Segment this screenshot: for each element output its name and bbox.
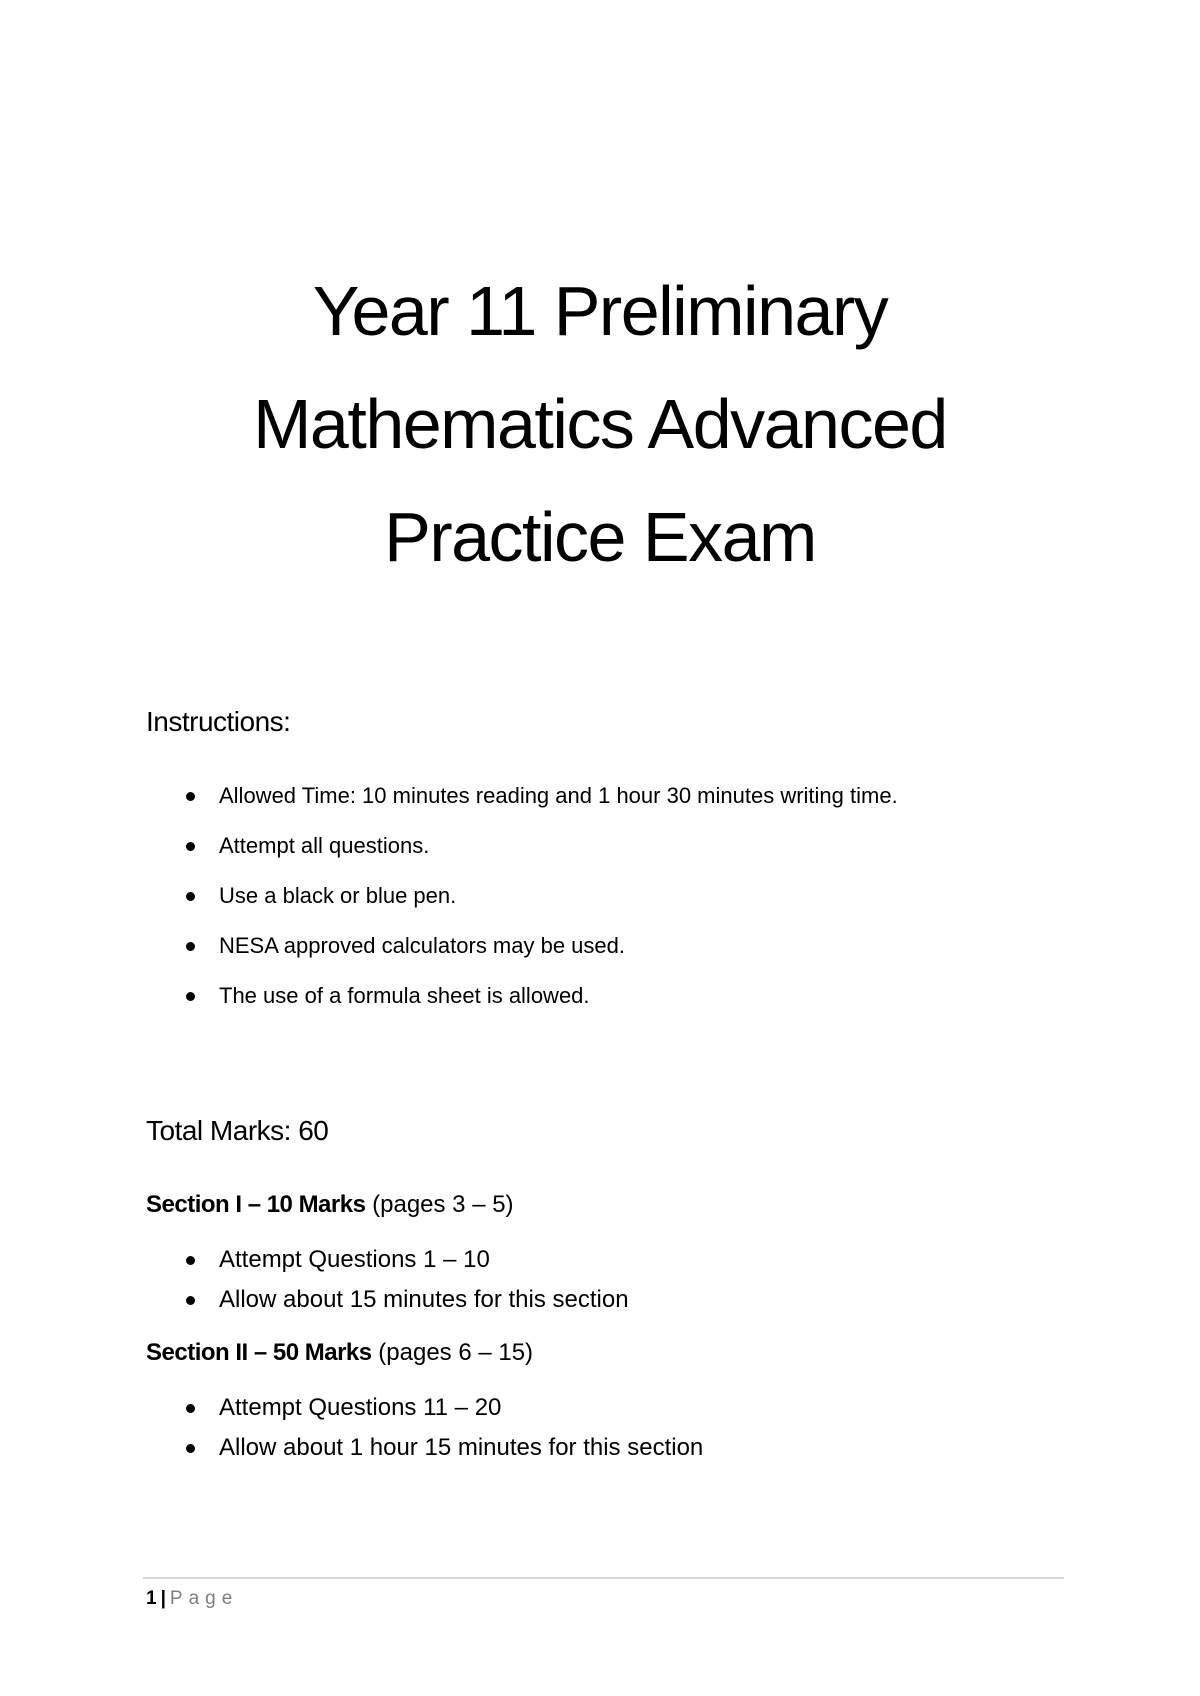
page-footer (146, 1584, 238, 1614)
list-item: Allowed Time: 10 minutes reading and 1 hour 30 minutes writing time. (146, 781, 898, 831)
bullet-icon (186, 792, 195, 801)
list-item: Allow about 15 minutes for this section (146, 1285, 629, 1325)
title-line-1: Year 11 Preliminary (312, 272, 888, 350)
list-item: Attempt Questions 1 – 10 (146, 1245, 629, 1285)
section-2-title: Section II – 50 Marks (146, 1339, 372, 1366)
section-1-heading (146, 1191, 514, 1219)
bullet-icon (186, 992, 195, 1001)
bullet-icon (186, 892, 195, 901)
section-1-title: Section I – 10 Marks (146, 1191, 366, 1218)
section-2-pages: (pages 6 – 15) (378, 1339, 534, 1366)
list-item: Allow about 1 hour 15 minutes for this section (146, 1433, 703, 1473)
footer-separator: | (160, 1588, 166, 1609)
section-2-heading (146, 1339, 533, 1367)
bullet-icon (186, 1404, 195, 1413)
document-title (0, 255, 1200, 594)
title-line-3: Practice Exam (384, 498, 816, 576)
section-2-list (146, 1393, 703, 1473)
list-item: The use of a formula sheet is allowed. (146, 981, 898, 1031)
section-1-list (146, 1245, 629, 1325)
footer-divider (143, 1577, 1064, 1579)
bullet-icon (186, 942, 195, 951)
bullet-icon (186, 1444, 195, 1453)
section-1-pages: (pages 3 – 5) (372, 1191, 514, 1218)
bullet-icon (186, 1256, 195, 1265)
list-item: NESA approved calculators may be used. (146, 931, 898, 981)
list-item: Attempt all questions. (146, 831, 898, 881)
page-label: Page (169, 1588, 239, 1609)
instructions-list (146, 781, 898, 1031)
list-item: Use a black or blue pen. (146, 881, 898, 931)
title-line-2: Mathematics Advanced (253, 385, 947, 463)
bullet-icon (186, 842, 195, 851)
total-marks: Total Marks: 60 (146, 1115, 329, 1146)
page-number: 1 (146, 1588, 157, 1609)
list-item: Attempt Questions 11 – 20 (146, 1393, 703, 1433)
bullet-icon (186, 1296, 195, 1305)
instructions-heading: Instructions: (146, 706, 291, 737)
